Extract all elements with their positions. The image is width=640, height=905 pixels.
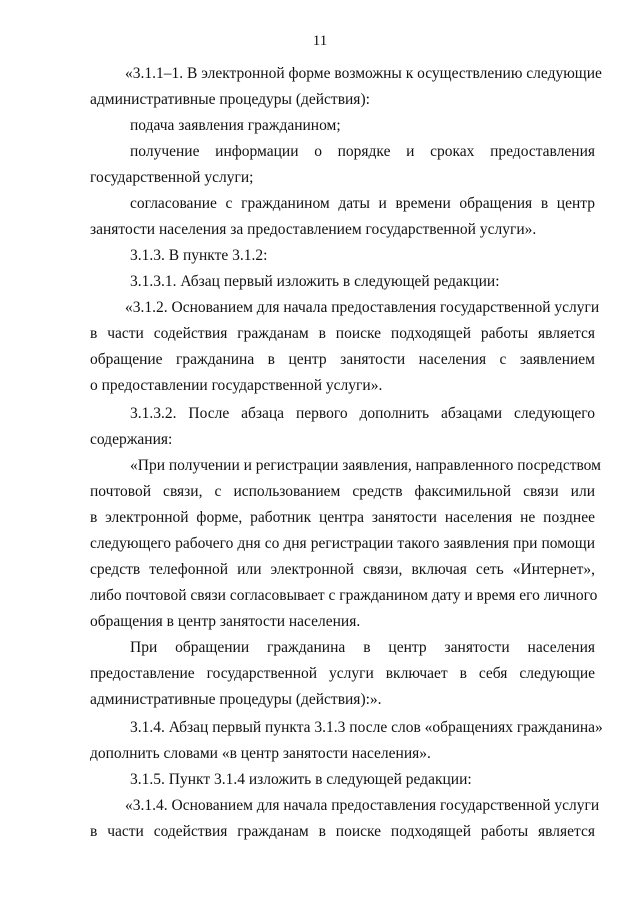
text-line: в электронной форме, работник центра занятости населения не позднее — [90, 509, 595, 526]
text-line: получение информации о порядке и сроках предоставления — [130, 143, 595, 160]
text-line: «3.1.1–1. В электронной форме возможны к осуществлению следующие — [125, 65, 602, 82]
text-line: обращения в центр занятости населения. — [90, 613, 361, 630]
text-line: 3.1.3. В пункте 3.1.2: — [130, 247, 268, 264]
text-line: в части содействия гражданам в поиске подходящей работы является — [90, 823, 595, 840]
text-line: согласование с гражданином даты и времени обращения в центр — [130, 195, 595, 212]
text-line: государственной услуги; — [90, 169, 254, 186]
text-line: 3.1.5. Пункт 3.1.4 изложить в следующей редакции: — [130, 771, 472, 788]
text-line: следующего рабочего дня со дня регистрации такого заявления при помощи — [90, 535, 595, 552]
text-line: обращение гражданина в центр занятости населения с заявлением — [90, 351, 595, 368]
text-line: содержания: — [90, 431, 173, 448]
text-line: «При получении и регистрации заявления, направленного посредством — [130, 457, 601, 474]
text-line: 3.1.3.2. После абзаца первого дополнить абзацами следующего — [130, 405, 595, 422]
text-line: либо почтовой связи согласовывает с гражданином дату и время его личного — [90, 587, 598, 604]
text-line: в части содействия гражданам в поиске подходящей работы является — [90, 325, 595, 342]
text-line: о предоставлении государственной услуги». — [90, 377, 383, 394]
text-line: 3.1.4. Абзац первый пункта 3.1.3 после слов «обращениях гражданина» — [130, 719, 603, 736]
text-line: подача заявления гражданином; — [130, 117, 341, 134]
text-line: 3.1.3.1. Абзац первый изложить в следующей редакции: — [130, 273, 500, 290]
page-number: 11 — [312, 33, 328, 49]
text-line: дополнить словами «в центр занятости населения». — [90, 745, 431, 762]
text-line: занятости населения за предоставлением государственной услуги». — [90, 221, 537, 238]
text-line: При обращении гражданина в центр занятости населения — [130, 639, 595, 656]
text-line: почтовой связи, с использованием средств факсимильной связи или — [90, 483, 595, 500]
text-line: предоставление государственной услуги включает в себя следующие — [90, 665, 595, 682]
text-line: средств телефонной или электронной связи, включая сеть «Интернет», — [90, 561, 595, 578]
text-line: административные процедуры (действия): — [90, 91, 370, 108]
text-line: «3.1.2. Основанием для начала предоставления государственной услуги — [125, 299, 600, 316]
text-line: административные процедуры (действия):». — [90, 691, 382, 708]
text-line: «3.1.4. Основанием для начала предоставления государственной услуги — [125, 797, 600, 814]
